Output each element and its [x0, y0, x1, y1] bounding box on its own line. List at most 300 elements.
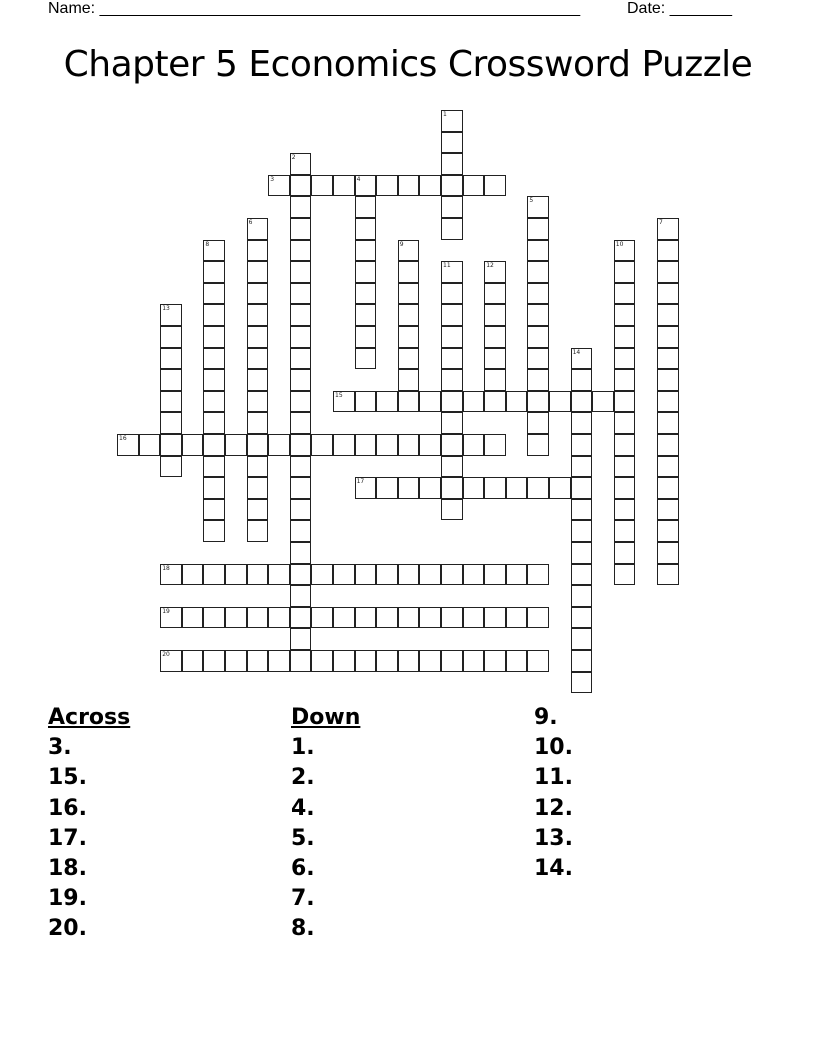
clue-number: 14	[572, 348, 581, 356]
crossword-cell[interactable]	[657, 240, 679, 262]
crossword-cell[interactable]	[268, 175, 290, 197]
crossword-cell[interactable]	[657, 520, 679, 542]
crossword-cell[interactable]	[614, 520, 636, 542]
crossword-cell[interactable]	[527, 326, 549, 348]
crossword-cell[interactable]	[247, 348, 269, 370]
crossword-cell[interactable]	[657, 542, 679, 564]
crossword-cell[interactable]	[571, 520, 593, 542]
crossword-cell[interactable]	[355, 650, 377, 672]
crossword-cell[interactable]	[398, 564, 420, 586]
crossword-cell[interactable]	[355, 304, 377, 326]
crossword-cell[interactable]	[657, 477, 679, 499]
crossword-cell[interactable]	[311, 650, 333, 672]
crossword-cell[interactable]	[441, 283, 463, 305]
crossword-cell[interactable]	[247, 391, 269, 413]
across-heading: Across	[48, 705, 131, 730]
clue-number: 2	[291, 154, 296, 162]
crossword-cell[interactable]	[571, 672, 593, 694]
crossword-cell[interactable]	[247, 369, 269, 391]
crossword-cell[interactable]	[160, 326, 182, 348]
crossword-cell[interactable]	[441, 456, 463, 478]
crossword-cell[interactable]	[657, 218, 679, 240]
crossword-cell[interactable]	[657, 261, 679, 283]
crossword-cell[interactable]	[484, 391, 506, 413]
crossword-cell[interactable]	[484, 261, 506, 283]
crossword-cell[interactable]	[441, 132, 463, 154]
crossword-cell[interactable]	[247, 240, 269, 262]
crossword-cell[interactable]	[571, 348, 593, 370]
crossword-cell[interactable]	[484, 564, 506, 586]
clue-down: 8.	[291, 916, 315, 942]
crossword-cell[interactable]	[290, 326, 312, 348]
crossword-cell[interactable]	[484, 434, 506, 456]
crossword-cell[interactable]	[614, 434, 636, 456]
crossword-cell[interactable]	[398, 240, 420, 262]
date-field: Date: _______	[627, 0, 732, 17]
crossword-cell[interactable]	[419, 607, 441, 629]
crossword-cell[interactable]	[311, 434, 333, 456]
crossword-cell[interactable]	[484, 326, 506, 348]
crossword-cell[interactable]	[203, 304, 225, 326]
crossword-cell[interactable]	[333, 607, 355, 629]
crossword-cell[interactable]	[290, 153, 312, 175]
crossword-cell[interactable]	[290, 348, 312, 370]
crossword-cell[interactable]	[441, 348, 463, 370]
crossword-cell[interactable]	[441, 434, 463, 456]
crossword-cell[interactable]	[441, 412, 463, 434]
clue-down: 9.	[534, 705, 558, 730]
crossword-cell[interactable]	[506, 564, 528, 586]
crossword-cell[interactable]	[571, 585, 593, 607]
crossword-cell[interactable]	[614, 369, 636, 391]
crossword-cell[interactable]	[182, 607, 204, 629]
crossword-cell[interactable]	[527, 607, 549, 629]
crossword-cell[interactable]	[376, 650, 398, 672]
clue-across: 3.	[48, 735, 72, 761]
crossword-cell[interactable]	[657, 283, 679, 305]
crossword-cell[interactable]	[657, 499, 679, 521]
crossword-cell[interactable]	[355, 607, 377, 629]
crossword-cell[interactable]	[441, 326, 463, 348]
crossword-cell[interactable]	[268, 564, 290, 586]
crossword-cell[interactable]	[527, 650, 549, 672]
clue-number: 13	[162, 305, 170, 313]
crossword-cell[interactable]	[441, 153, 463, 175]
crossword-cell[interactable]	[463, 477, 485, 499]
clue-across: 17.	[48, 825, 87, 851]
crossword-cell[interactable]	[419, 434, 441, 456]
crossword-cell[interactable]	[441, 499, 463, 521]
crossword-cell[interactable]	[549, 391, 571, 413]
crossword-cell[interactable]	[139, 434, 161, 456]
crossword-cell[interactable]	[376, 607, 398, 629]
crossword-cell[interactable]	[225, 650, 247, 672]
crossword-cell[interactable]	[441, 650, 463, 672]
crossword-cell[interactable]	[182, 434, 204, 456]
crossword-cell[interactable]	[614, 326, 636, 348]
crossword-cell[interactable]	[441, 261, 463, 283]
crossword-cell[interactable]	[355, 477, 377, 499]
crossword-cell[interactable]	[463, 650, 485, 672]
crossword-cell[interactable]	[463, 175, 485, 197]
crossword-cell[interactable]	[398, 261, 420, 283]
crossword-cell[interactable]	[614, 412, 636, 434]
crossword-cell[interactable]	[484, 607, 506, 629]
clue-number: 15	[335, 391, 343, 399]
crossword-cell[interactable]	[571, 477, 593, 499]
across-clues	[48, 703, 130, 945]
crossword-cell[interactable]	[160, 434, 182, 456]
clue-across: 18.	[48, 856, 87, 882]
crossword-cell[interactable]	[527, 240, 549, 262]
clue-down: 10.	[534, 735, 573, 761]
crossword-cell[interactable]	[160, 304, 182, 326]
crossword-cell[interactable]	[290, 218, 312, 240]
crossword-cell[interactable]	[463, 434, 485, 456]
crossword-cell[interactable]	[333, 650, 355, 672]
crossword-cell[interactable]	[463, 391, 485, 413]
crossword-cell[interactable]	[571, 650, 593, 672]
crossword-cell[interactable]	[527, 304, 549, 326]
crossword-cell[interactable]	[527, 196, 549, 218]
crossword-cell[interactable]	[614, 456, 636, 478]
crossword-cell[interactable]	[657, 326, 679, 348]
clue-number: 11	[443, 262, 451, 270]
clue-number: 7	[659, 219, 663, 226]
clue-number: 1	[443, 111, 447, 118]
crossword-cell[interactable]	[203, 261, 225, 283]
crossword-cell[interactable]	[333, 434, 355, 456]
clue-down: 7.	[291, 886, 315, 912]
crossword-cell[interactable]	[203, 369, 225, 391]
crossword-cell[interactable]	[484, 369, 506, 391]
crossword-cell[interactable]	[398, 434, 420, 456]
crossword-cell[interactable]	[441, 607, 463, 629]
clue-number: 19	[162, 607, 170, 615]
crossword-cell[interactable]	[484, 650, 506, 672]
crossword-cell[interactable]	[203, 240, 225, 262]
crossword-cell[interactable]	[614, 499, 636, 521]
crossword-cell[interactable]	[376, 391, 398, 413]
crossword-cell[interactable]	[484, 477, 506, 499]
crossword-cell[interactable]	[247, 477, 269, 499]
crossword-cell[interactable]	[398, 369, 420, 391]
clue-down: 4.	[291, 795, 315, 821]
crossword-cell[interactable]	[657, 434, 679, 456]
crossword-cell[interactable]	[290, 369, 312, 391]
clue-across: 15.	[48, 765, 87, 791]
clue-number: 5	[529, 197, 534, 205]
crossword-cell[interactable]	[657, 348, 679, 370]
crossword-cell[interactable]	[247, 456, 269, 478]
crossword-cell[interactable]	[247, 434, 269, 456]
crossword-cell[interactable]	[290, 391, 312, 413]
crossword-cell[interactable]	[484, 175, 506, 197]
crossword-cell[interactable]	[225, 607, 247, 629]
clue-down: 6.	[291, 856, 315, 882]
crossword-cell[interactable]	[203, 564, 225, 586]
crossword-cell[interactable]	[247, 520, 269, 542]
crossword-cell[interactable]	[247, 283, 269, 305]
crossword-cell[interactable]	[571, 434, 593, 456]
crossword-cell[interactable]	[247, 564, 269, 586]
crossword-cell[interactable]	[441, 564, 463, 586]
crossword-cell[interactable]	[376, 434, 398, 456]
crossword-cell[interactable]	[160, 391, 182, 413]
clue-number: 12	[486, 262, 494, 270]
crossword-cell[interactable]	[203, 499, 225, 521]
crossword-cell[interactable]	[614, 283, 636, 305]
crossword-cell[interactable]	[290, 628, 312, 650]
crossword-cell[interactable]	[160, 607, 182, 629]
crossword-cell[interactable]	[203, 412, 225, 434]
crossword-cell[interactable]	[484, 348, 506, 370]
clue-number: 4	[356, 175, 361, 183]
clue-across: 20.	[48, 916, 87, 942]
crossword-cell[interactable]	[441, 218, 463, 240]
crossword-cell[interactable]	[290, 412, 312, 434]
crossword-cell[interactable]	[355, 348, 377, 370]
crossword-cell[interactable]	[247, 412, 269, 434]
crossword-cell[interactable]	[419, 477, 441, 499]
down-clues	[291, 703, 360, 945]
crossword-cell[interactable]	[614, 477, 636, 499]
clue-number: 8	[205, 240, 210, 248]
crossword-cell[interactable]	[247, 326, 269, 348]
crossword-cell[interactable]	[290, 304, 312, 326]
crossword-cell[interactable]	[376, 564, 398, 586]
crossword-cell[interactable]	[398, 175, 420, 197]
crossword-cell[interactable]	[290, 261, 312, 283]
crossword-cell[interactable]	[247, 218, 269, 240]
crossword-cell[interactable]	[290, 542, 312, 564]
crossword-cell[interactable]	[203, 283, 225, 305]
crossword-cell[interactable]	[268, 650, 290, 672]
crossword-cell[interactable]	[527, 283, 549, 305]
crossword-grid	[117, 110, 697, 710]
crossword-cell[interactable]	[419, 175, 441, 197]
crossword-cell[interactable]	[160, 456, 182, 478]
crossword-cell[interactable]	[441, 175, 463, 197]
crossword-cell[interactable]	[290, 520, 312, 542]
crossword-cell[interactable]	[506, 650, 528, 672]
crossword-cell[interactable]	[614, 304, 636, 326]
crossword-cell[interactable]	[614, 261, 636, 283]
crossword-cell[interactable]	[182, 564, 204, 586]
crossword-cell[interactable]	[355, 240, 377, 262]
crossword-cell[interactable]	[182, 650, 204, 672]
crossword-cell[interactable]	[441, 110, 463, 132]
clue-number: 16	[119, 435, 127, 442]
crossword-cell[interactable]	[571, 564, 593, 586]
crossword-cell[interactable]	[527, 564, 549, 586]
crossword-cell[interactable]	[290, 240, 312, 262]
crossword-cell[interactable]	[463, 564, 485, 586]
crossword-cell[interactable]	[571, 412, 593, 434]
crossword-cell[interactable]	[333, 564, 355, 586]
crossword-cell[interactable]	[203, 607, 225, 629]
crossword-cell[interactable]	[571, 391, 593, 413]
crossword-cell[interactable]	[160, 348, 182, 370]
crossword-cell[interactable]	[484, 283, 506, 305]
crossword-cell[interactable]	[355, 218, 377, 240]
crossword-cell[interactable]	[571, 456, 593, 478]
crossword-cell[interactable]	[203, 348, 225, 370]
crossword-cell[interactable]	[203, 650, 225, 672]
crossword-cell[interactable]	[160, 369, 182, 391]
clue-number: 18	[162, 564, 170, 572]
crossword-cell[interactable]	[527, 477, 549, 499]
clue-across: 19.	[48, 886, 87, 912]
crossword-cell[interactable]	[527, 434, 549, 456]
crossword-cell[interactable]	[441, 369, 463, 391]
crossword-cell[interactable]	[268, 607, 290, 629]
crossword-cell[interactable]	[376, 477, 398, 499]
crossword-cell[interactable]	[203, 434, 225, 456]
crossword-cell[interactable]	[225, 434, 247, 456]
clue-down: 1.	[291, 735, 315, 761]
crossword-cell[interactable]	[657, 456, 679, 478]
crossword-cell[interactable]	[614, 391, 636, 413]
crossword-cell[interactable]	[463, 607, 485, 629]
crossword-cell[interactable]	[311, 607, 333, 629]
crossword-cell[interactable]	[333, 391, 355, 413]
crossword-cell[interactable]	[549, 477, 571, 499]
crossword-cell[interactable]	[203, 391, 225, 413]
crossword-cell[interactable]	[614, 542, 636, 564]
crossword-cell[interactable]	[290, 456, 312, 478]
crossword-cell[interactable]	[398, 607, 420, 629]
crossword-cell[interactable]	[203, 520, 225, 542]
crossword-cell[interactable]	[441, 304, 463, 326]
crossword-cell[interactable]	[398, 304, 420, 326]
crossword-cell[interactable]	[614, 348, 636, 370]
crossword-cell[interactable]	[290, 650, 312, 672]
crossword-cell[interactable]	[290, 477, 312, 499]
crossword-cell[interactable]	[527, 369, 549, 391]
clue-down: 5.	[291, 825, 315, 851]
crossword-cell[interactable]	[290, 283, 312, 305]
crossword-cell[interactable]	[506, 391, 528, 413]
crossword-cell[interactable]	[441, 196, 463, 218]
crossword-cell[interactable]	[506, 607, 528, 629]
clue-down: 12.	[534, 795, 573, 821]
page-title: Chapter 5 Economics Crossword Puzzle	[63, 44, 753, 85]
clue-down: 11.	[534, 765, 573, 791]
crossword-cell[interactable]	[571, 542, 593, 564]
clue-down: 13.	[534, 825, 573, 851]
crossword-cell[interactable]	[290, 564, 312, 586]
crossword-cell[interactable]	[355, 434, 377, 456]
crossword-cell[interactable]	[657, 564, 679, 586]
crossword-cell[interactable]	[398, 326, 420, 348]
crossword-cell[interactable]	[355, 196, 377, 218]
clue-number: 3	[270, 175, 275, 183]
crossword-cell[interactable]	[484, 304, 506, 326]
crossword-cell[interactable]	[355, 564, 377, 586]
crossword-cell[interactable]	[398, 650, 420, 672]
crossword-cell[interactable]	[527, 412, 549, 434]
crossword-cell[interactable]	[527, 391, 549, 413]
crossword-cell[interactable]	[247, 499, 269, 521]
crossword-cell[interactable]	[225, 564, 247, 586]
crossword-cell[interactable]	[527, 348, 549, 370]
crossword-cell[interactable]	[290, 585, 312, 607]
crossword-cell[interactable]	[398, 391, 420, 413]
clue-down: 2.	[291, 765, 315, 791]
name-field: Name: ______________________________________________________	[48, 0, 581, 17]
crossword-cell[interactable]	[657, 304, 679, 326]
crossword-cell[interactable]	[398, 283, 420, 305]
crossword-cell[interactable]	[290, 607, 312, 629]
crossword-cell[interactable]	[527, 261, 549, 283]
crossword-cell[interactable]	[203, 326, 225, 348]
crossword-cell[interactable]	[419, 650, 441, 672]
clue-across: 16.	[48, 795, 87, 821]
down-heading: Down	[291, 705, 361, 730]
crossword-cell[interactable]	[290, 175, 312, 197]
crossword-cell[interactable]	[355, 391, 377, 413]
crossword-cell[interactable]	[441, 477, 463, 499]
crossword-cell[interactable]	[527, 218, 549, 240]
clue-number: 20	[162, 651, 170, 658]
clue-number: 6	[248, 219, 253, 226]
crossword-cell[interactable]	[614, 564, 636, 586]
crossword-cell[interactable]	[419, 564, 441, 586]
crossword-cell[interactable]	[290, 196, 312, 218]
crossword-cell[interactable]	[355, 326, 377, 348]
crossword-cell[interactable]	[247, 261, 269, 283]
crossword-cell[interactable]	[506, 477, 528, 499]
crossword-cell[interactable]	[571, 607, 593, 629]
crossword-cell[interactable]	[355, 261, 377, 283]
crossword-cell[interactable]	[571, 628, 593, 650]
clue-number: 9	[399, 240, 404, 248]
crossword-cell[interactable]	[268, 434, 290, 456]
crossword-cell[interactable]	[311, 564, 333, 586]
crossword-cell[interactable]	[160, 650, 182, 672]
crossword-cell[interactable]	[355, 283, 377, 305]
clue-number: 10	[615, 240, 624, 248]
crossword-cell[interactable]	[290, 499, 312, 521]
crossword-cell[interactable]	[333, 175, 355, 197]
crossword-cell[interactable]	[160, 412, 182, 434]
crossword-cell[interactable]	[160, 564, 182, 586]
crossword-cell[interactable]	[247, 607, 269, 629]
crossword-cell[interactable]	[203, 477, 225, 499]
crossword-cell[interactable]	[571, 499, 593, 521]
crossword-cell[interactable]	[657, 412, 679, 434]
crossword-cell[interactable]	[441, 391, 463, 413]
crossword-cell[interactable]	[247, 650, 269, 672]
crossword-cell[interactable]	[614, 240, 636, 262]
crossword-cell[interactable]	[117, 434, 139, 456]
crossword-cell[interactable]	[290, 434, 312, 456]
crossword-cell[interactable]	[203, 456, 225, 478]
crossword-cell[interactable]	[398, 348, 420, 370]
crossword-cell[interactable]	[247, 304, 269, 326]
crossword-cell[interactable]	[311, 175, 333, 197]
crossword-cell[interactable]	[355, 175, 377, 197]
crossword-cell[interactable]	[657, 369, 679, 391]
crossword-cell[interactable]	[419, 391, 441, 413]
crossword-cell[interactable]	[376, 175, 398, 197]
crossword-cell[interactable]	[657, 391, 679, 413]
clue-down: 14.	[534, 856, 573, 882]
crossword-cell[interactable]	[592, 391, 614, 413]
crossword-cell[interactable]	[571, 369, 593, 391]
crossword-cell[interactable]	[398, 477, 420, 499]
